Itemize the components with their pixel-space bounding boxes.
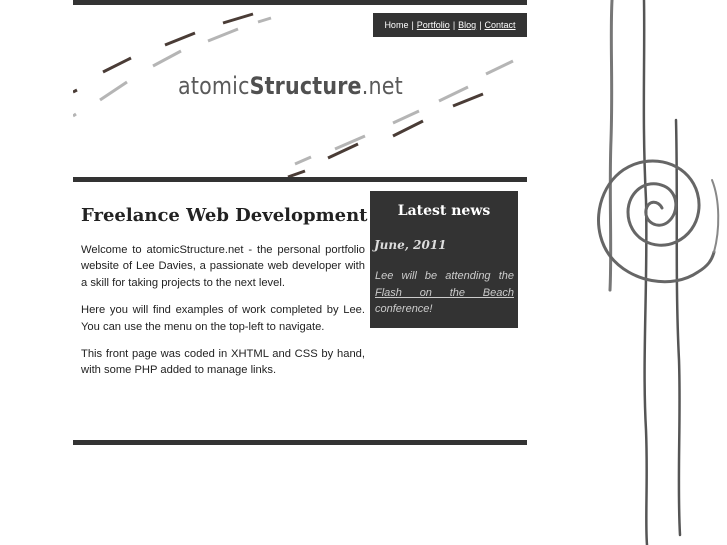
news-panel bbox=[370, 191, 518, 328]
site-logo[interactable] bbox=[178, 68, 403, 104]
news-text-before: Lee will be attending the bbox=[375, 270, 514, 282]
nav-contact-link[interactable]: Contact bbox=[484, 20, 516, 30]
nav-blog-link[interactable]: Blog bbox=[458, 20, 477, 30]
spiral-decoration bbox=[580, 0, 727, 545]
news-entry bbox=[375, 268, 514, 318]
logo-bold: Structure bbox=[249, 72, 362, 100]
news-heading: Latest news bbox=[397, 203, 491, 219]
main-content bbox=[81, 205, 368, 390]
news-event-link[interactable]: Flash on the Beach bbox=[375, 286, 514, 299]
nav-separator: | bbox=[452, 20, 456, 30]
intro-paragraph: Welcome to atomicStructure.net - the personal portfolio website of Lee Davies, a passionate web developer with a skill for taking projects to the next level. bbox=[81, 244, 365, 289]
page-title: Freelance Web Development bbox=[81, 205, 368, 226]
footer-bar bbox=[73, 440, 527, 445]
nav-separator: | bbox=[411, 20, 414, 30]
nav-home-link[interactable]: Home bbox=[384, 20, 409, 30]
logo-suffix: .net bbox=[361, 72, 403, 100]
nav-portfolio-link[interactable]: Portfolio bbox=[416, 20, 450, 30]
coding-paragraph: This front page was coded in XHTML and CSS by hand, with some PHP added to manage links. bbox=[81, 348, 365, 377]
news-date: June, 2011 bbox=[374, 238, 447, 252]
top-nav bbox=[373, 13, 527, 37]
header-divider bbox=[73, 177, 527, 182]
logo-prefix: atomic bbox=[178, 72, 250, 100]
nav-separator: | bbox=[479, 20, 482, 30]
navigation-paragraph: Here you will find examples of work completed by Lee. You can use the menu on the top-left to navigate. bbox=[81, 304, 365, 333]
news-text-after: conference! bbox=[375, 303, 433, 315]
